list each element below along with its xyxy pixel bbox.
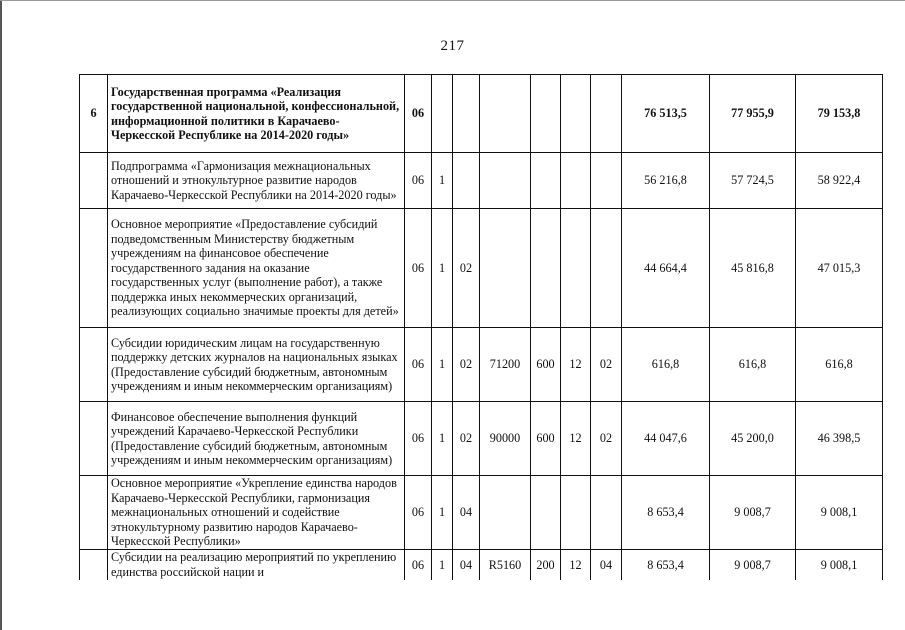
row-name: Подпрограмма «Гармонизация межнациональных отношений и этнокультурное развитие народов Карачаево-Черкесской Республики на 2014-2020 годы» xyxy=(108,153,405,209)
code-expense-type xyxy=(531,476,561,550)
code-activity xyxy=(453,75,480,153)
amount-year-3: 9 008,1 xyxy=(796,550,883,580)
row-number xyxy=(80,328,108,402)
code-section: 12 xyxy=(561,402,591,476)
budget-table-body xyxy=(80,75,883,580)
code-section: 12 xyxy=(561,328,591,402)
code-subprogram: 1 xyxy=(432,550,453,580)
code-subsection xyxy=(591,75,622,153)
code-subsection xyxy=(591,153,622,209)
code-subprogram: 1 xyxy=(432,328,453,402)
code-direction: 90000 xyxy=(480,402,531,476)
table-row xyxy=(80,75,883,153)
code-subsection: 02 xyxy=(591,402,622,476)
row-name: Субсидии юридическим лицам на государственную поддержку детских журналов на национальных языках (Предоставление субсидий бюджетным, автономным учреждениям и иным некоммерческим организациям) xyxy=(108,328,405,402)
budget-table xyxy=(79,74,883,580)
amount-year-3: 58 922,4 xyxy=(796,153,883,209)
amount-year-3: 616,8 xyxy=(796,328,883,402)
amount-year-2: 45 200,0 xyxy=(710,402,796,476)
code-activity: 04 xyxy=(453,476,480,550)
amount-year-2: 9 008,7 xyxy=(710,476,796,550)
amount-year-3: 9 008,1 xyxy=(796,476,883,550)
code-program: 06 xyxy=(405,402,432,476)
code-program: 06 xyxy=(405,328,432,402)
amount-year-2: 57 724,5 xyxy=(710,153,796,209)
row-name: Основное мероприятие «Укрепление единства народов Карачаево-Черкесской Республики, гармонизация межнациональных отношений и содействие этнокультурному развитию народов Карачаево-Черкесской Республики» xyxy=(108,476,405,550)
code-subsection: 02 xyxy=(591,328,622,402)
code-section xyxy=(561,153,591,209)
table-row xyxy=(80,153,883,209)
code-expense-type xyxy=(531,75,561,153)
code-direction: 71200 xyxy=(480,328,531,402)
code-activity: 02 xyxy=(453,328,480,402)
code-subprogram xyxy=(432,75,453,153)
code-activity: 02 xyxy=(453,209,480,328)
amount-year-1: 44 664,4 xyxy=(622,209,710,328)
table-row xyxy=(80,402,883,476)
code-program: 06 xyxy=(405,153,432,209)
code-expense-type: 200 xyxy=(531,550,561,580)
code-direction xyxy=(480,209,531,328)
amount-year-2: 616,8 xyxy=(710,328,796,402)
row-number xyxy=(80,209,108,328)
code-program: 06 xyxy=(405,209,432,328)
code-subprogram: 1 xyxy=(432,209,453,328)
table-row xyxy=(80,550,883,580)
row-number xyxy=(80,476,108,550)
amount-year-1: 8 653,4 xyxy=(622,476,710,550)
code-expense-type xyxy=(531,153,561,209)
amount-year-3: 46 398,5 xyxy=(796,402,883,476)
amount-year-3: 47 015,3 xyxy=(796,209,883,328)
code-direction: R5160 xyxy=(480,550,531,580)
code-section: 12 xyxy=(561,550,591,580)
amount-year-1: 44 047,6 xyxy=(622,402,710,476)
code-expense-type xyxy=(531,209,561,328)
amount-year-1: 56 216,8 xyxy=(622,153,710,209)
row-name: Субсидии на реализацию мероприятий по укреплению единства российской нации и xyxy=(108,550,405,580)
table-row xyxy=(80,209,883,328)
code-program: 06 xyxy=(405,550,432,580)
amount-year-2: 9 008,7 xyxy=(710,550,796,580)
code-direction xyxy=(480,153,531,209)
code-subsection xyxy=(591,476,622,550)
code-activity xyxy=(453,153,480,209)
code-subprogram: 1 xyxy=(432,153,453,209)
amount-year-1: 76 513,5 xyxy=(622,75,710,153)
scan-edge-top xyxy=(0,0,905,1)
code-program: 06 xyxy=(405,476,432,550)
row-number xyxy=(80,153,108,209)
row-name: Основное мероприятие «Предоставление субсидий подведомственным Министерству бюджетным учреждениям на финансовое обеспечение государственного задания на оказание государственных услуг (выполнение работ), а также поддержка иных некоммерческих организаций, реализующих социально значимые проекты для детей» xyxy=(108,209,405,328)
row-name: Финансовое обеспечение выполнения функций учреждений Карачаево-Черкесской Республики (Предоставление субсидий бюджетным, автономным учреждениям и иным некоммерческим организациям) xyxy=(108,402,405,476)
amount-year-3: 79 153,8 xyxy=(796,75,883,153)
amount-year-2: 45 816,8 xyxy=(710,209,796,328)
code-section xyxy=(561,209,591,328)
code-program: 06 xyxy=(405,75,432,153)
row-number xyxy=(80,550,108,580)
row-number: 6 xyxy=(80,75,108,153)
amount-year-2: 77 955,9 xyxy=(710,75,796,153)
code-activity: 04 xyxy=(453,550,480,580)
code-activity: 02 xyxy=(453,402,480,476)
amount-year-1: 616,8 xyxy=(622,328,710,402)
code-section xyxy=(561,75,591,153)
code-direction xyxy=(480,476,531,550)
scan-edge xyxy=(0,0,2,630)
code-direction xyxy=(480,75,531,153)
code-expense-type: 600 xyxy=(531,402,561,476)
code-subprogram: 1 xyxy=(432,476,453,550)
code-expense-type: 600 xyxy=(531,328,561,402)
amount-year-1: 8 653,4 xyxy=(622,550,710,580)
code-section xyxy=(561,476,591,550)
table-row xyxy=(80,328,883,402)
code-subprogram: 1 xyxy=(432,402,453,476)
code-subsection xyxy=(591,209,622,328)
table-row xyxy=(80,476,883,550)
page-number: 217 xyxy=(440,38,465,54)
code-subsection: 04 xyxy=(591,550,622,580)
row-name: Государственная программа «Реализация государственной национальной, конфессиональной, информационной политики в Карачаево-Черкесской Республике на 2014-2020 годы» xyxy=(108,75,405,153)
row-number xyxy=(80,402,108,476)
